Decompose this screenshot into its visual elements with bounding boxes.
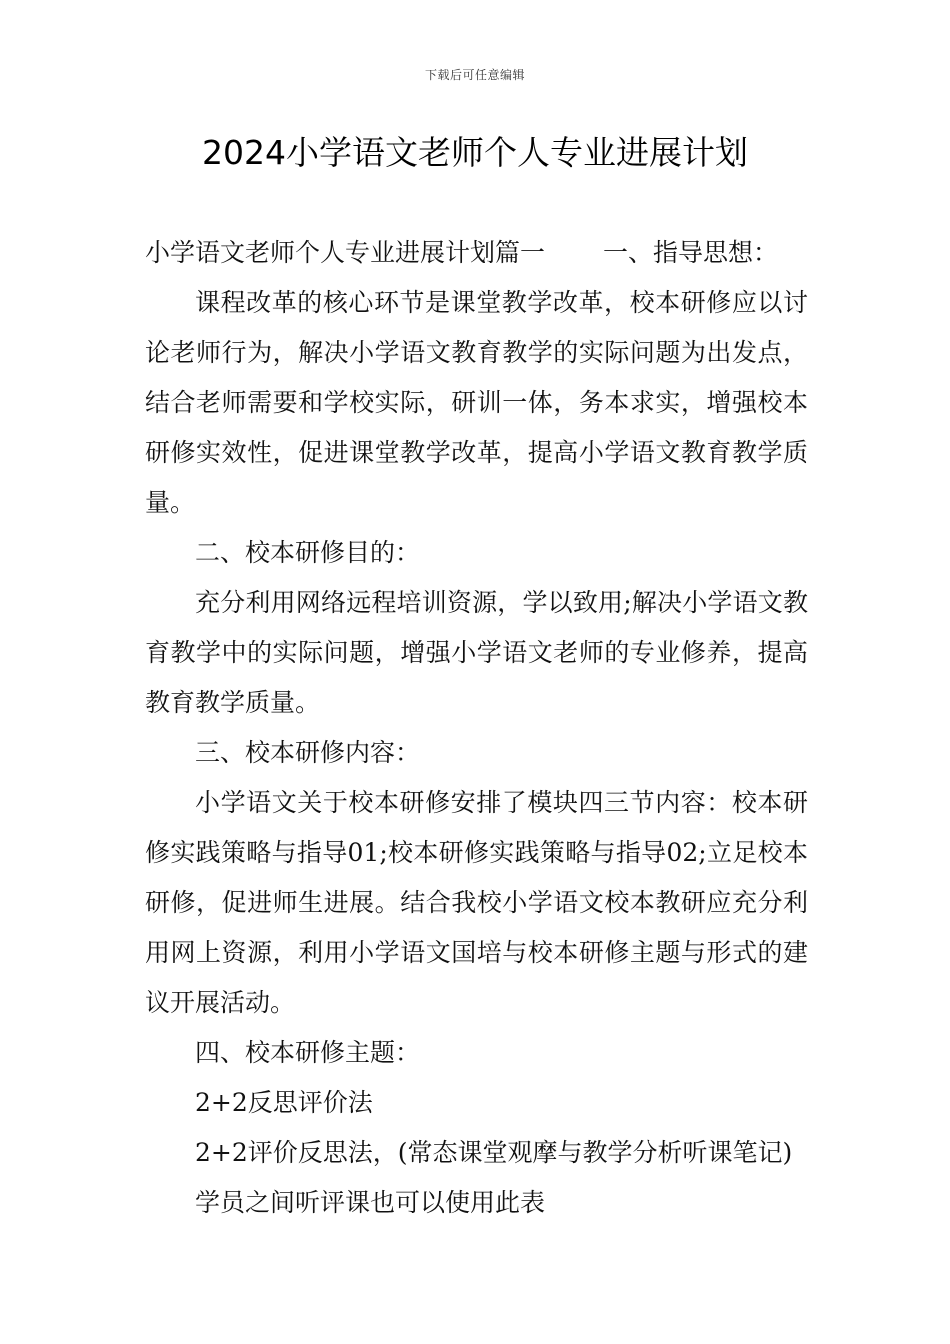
intro-line bbox=[145, 228, 808, 278]
document-title: 2024小学语文老师个人专业进展计划 bbox=[202, 133, 748, 172]
paragraph-guiding-ideology: 课程改革的核心环节是课堂教学改革，校本研修应以讨论老师行为，解决小学语文教育教学的实际问题为出发点，结合老师需要和学校实际，研训一体，务本求实，增强校本研修实效性，促进课堂教学改革，提高小学语文教育教学质量。 bbox=[145, 288, 808, 517]
section-heading-content: 三、校本研修内容： bbox=[195, 738, 421, 767]
paragraph-purpose: 充分利用网络远程培训资源，学以致用;解决小学语文教育教学中的实际问题，增强小学语文老师的专业修养，提高教育教学质量。 bbox=[145, 588, 808, 717]
section-label: 小学语文老师个人专业进展计划篇一 bbox=[145, 238, 546, 267]
header-note: 下载后可任意编辑 bbox=[424, 68, 525, 82]
document-body bbox=[145, 228, 808, 1228]
paragraph-method-description: 2+2评价反思法，(常态课堂观摩与教学分析听课笔记) bbox=[195, 1138, 793, 1167]
paragraph-peer-review-note: 学员之间听评课也可以使用此表 bbox=[195, 1188, 546, 1217]
paragraph-content: 小学语文关于校本研修安排了模块四三节内容：校本研修实践策略与指导01;校本研修实践策略与指导02;立足校本研修，促进师生进展。结合我校小学语文校本教研应充分利用网上资源，利用小学语文国培与校本研修主题与形式的建议开展活动。 bbox=[145, 788, 808, 1017]
section-heading-theme: 四、校本研修主题： bbox=[195, 1038, 421, 1067]
section-heading-guiding-ideology: 一、指导思想： bbox=[603, 238, 779, 267]
section-heading-purpose: 二、校本研修目的： bbox=[195, 538, 421, 567]
paragraph-method-name: 2+2反思评价法 bbox=[195, 1088, 373, 1117]
